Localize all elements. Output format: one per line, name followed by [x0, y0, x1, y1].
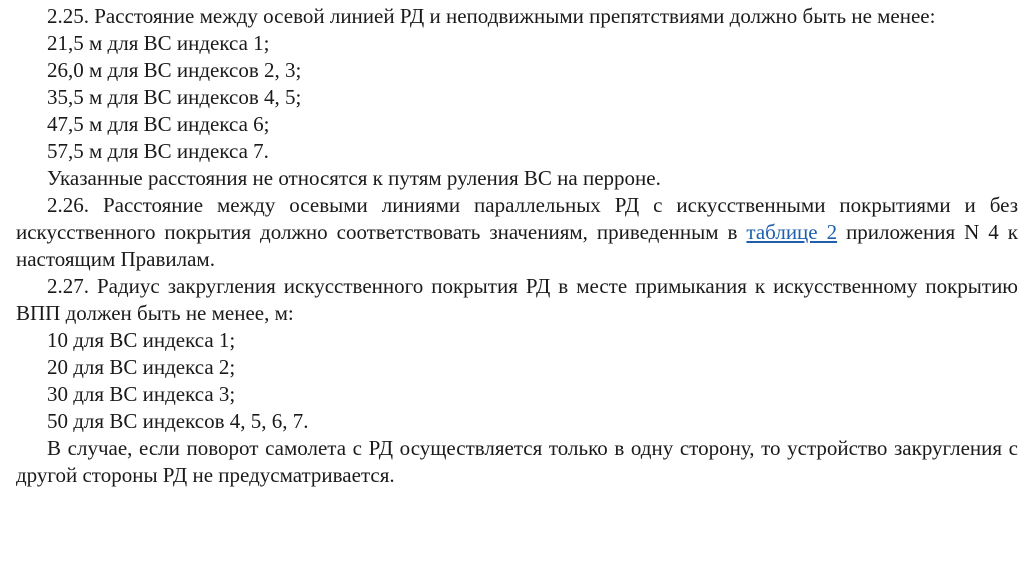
paragraph-2-27: 2.27. Радиус закругления искусственного покрытия РД в месте примыкания к искусственному покрытию ВПП должен быть не менее, м: [16, 274, 1018, 325]
list-item: 30 для ВС индекса 3; [47, 382, 236, 406]
paragraph-2-26-text-after: приложения N 4 к настоящим Правилам. [16, 220, 1018, 271]
document-body [16, 3, 1018, 489]
paragraph-2-27-note: В случае, если поворот самолета с РД осуществляется только в одну сторону, то устройство закругления с другой стороны РД не предусматривается. [16, 436, 1018, 487]
list-item: 10 для ВС индекса 1; [47, 328, 236, 352]
paragraph-2-26-text-before: 2.26. Расстояние между осевыми линиями параллельных РД с искусственными покрытиями и без искусственного покрытия должно соответствовать значениям, приведенным в [16, 193, 1018, 244]
paragraph-2-25: 2.25. Расстояние между осевой линией РД и неподвижными препятствиями должно быть не менее: [47, 4, 936, 28]
paragraph-2-26 [16, 192, 1018, 273]
list-item: 50 для ВС индексов 4, 5, 6, 7. [47, 409, 309, 433]
list-item: 47,5 м для ВС индекса 6; [47, 112, 270, 136]
list-item: 21,5 м для ВС индекса 1; [47, 31, 270, 55]
list-item: 20 для ВС индекса 2; [47, 355, 236, 379]
list-item: 35,5 м для ВС индексов 4, 5; [47, 85, 302, 109]
list-item: 57,5 м для ВС индекса 7. [47, 139, 269, 163]
table-2-link[interactable]: таблице 2 [746, 220, 838, 244]
list-item: 26,0 м для ВС индексов 2, 3; [47, 58, 302, 82]
paragraph-2-25-note: Указанные расстояния не относятся к путям руления ВС на перроне. [47, 166, 661, 190]
